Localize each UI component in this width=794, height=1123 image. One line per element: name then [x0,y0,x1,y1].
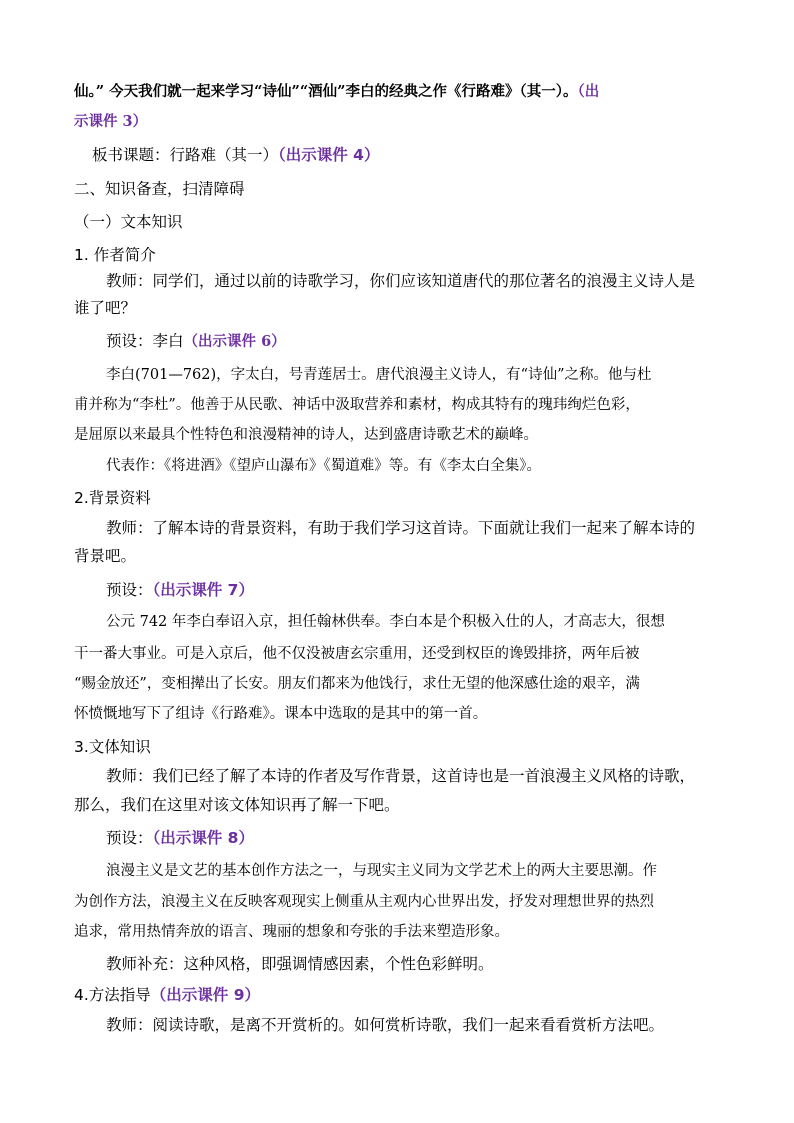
text-line-25: 预设：（出示课件 8） [106,829,254,847]
text-line-17: 预设：（出示课件 7） [106,581,254,599]
text-line-12: 是屈原以来最具个性特色和浪漫精神的诗人，达到盛唐诗歌艺术的巅峰。 [74,427,538,443]
text-line-15: 教师：了解本诗的背景资料，有助于我们学习这首诗。下面就让我们一起来了解本诗的 [106,519,696,537]
text-line-3: 板书课题：行路难（其一）（出示课件 4） [92,146,380,164]
text-line-24: 那么，我们在这里对该文体知识再了解一下吧。 [74,796,400,814]
heading-method: 4.方法指导（出示课件 9） [74,986,260,1004]
heading-background: 2.背景资料 [74,489,151,507]
text-line-29: 教师补充：这种风格，即强调情感因素，个性色彩鲜明。 [106,955,494,973]
text-line-19: 干一番大事业。可是入京后，他不仅没被唐玄宗重用，还受到权臣的谗毁排挤，两年后被 [74,646,640,662]
text-line-16: 背景吧。 [74,547,137,565]
text-line-2: 示课件 3） [74,113,148,130]
text-line-7: 教师：同学们，通过以前的诗歌学习，你们应该知道唐代的那位著名的浪漫主义诗人是 [106,272,696,290]
text-line-18: 公元 742 年李白奉诏入京，担任翰林供奉。李白本是个积极入仕的人，才高志大，很想 [106,614,665,630]
text-line-26: 浪漫主义是文艺的基本创作方法之一，与现实主义同为文学艺术上的两大主要思潮。作 [106,863,657,879]
heading-genre: 3.文体知识 [74,738,151,756]
text-line-21: 怀愤慨地写下了组诗《行路难》。课本中选取的是其中的第一首。 [74,706,488,722]
text-line-10: 李白(701—762)，字太白，号青莲居士。唐代浪漫主义诗人，有“诗仙”之称。他与杜 [106,367,652,383]
text-line-27: 为创作方法，浪漫主义在反映客观现实上侧重从主观内心世界出发，抒发对理想世界的热烈 [74,894,654,910]
text-line-11: 甫并称为“李杜”。他善于从民歌、神话中汲取营养和素材，构成其特有的瑰玮绚烂色彩， [74,397,640,413]
section-heading-2: 二、知识备查，扫清障碍 [74,180,245,198]
text-line-28: 追求，常用热情奔放的语言、瑰丽的想象和夸张的手法来塑造形象。 [74,924,509,940]
text-line-23: 教师：我们已经了解了本诗的作者及写作背景，这首诗也是一首浪漫主义风格的诗歌， [106,767,696,785]
text-line-13: 代表作：《将进酒》《望庐山瀑布》《蜀道难》等。有《李太白全集》。 [106,458,541,474]
text-line-9: 预设：李白（出示课件 6） [106,332,286,350]
text-line-31: 教师：阅读诗歌，是离不开赏析的。如何赏析诗歌，我们一起来看看赏析方法吧。 [106,1016,665,1034]
text-line-1: 仙。” 今天我们就一起来学习“诗仙”“酒仙”李白的经典之作《行路难》（其一）。（出 [74,83,600,100]
text-line-8: 谁了吧？ [74,299,137,317]
heading-author-intro: 1. 作者简介 [74,246,156,264]
subsection-heading-1: （一）文本知识 [74,213,183,231]
text-line-20: “赐金放还”，变相撵出了长安。朋友们都来为他饯行，求仕无望的他深感仕途的艰辛，满 [74,676,640,692]
